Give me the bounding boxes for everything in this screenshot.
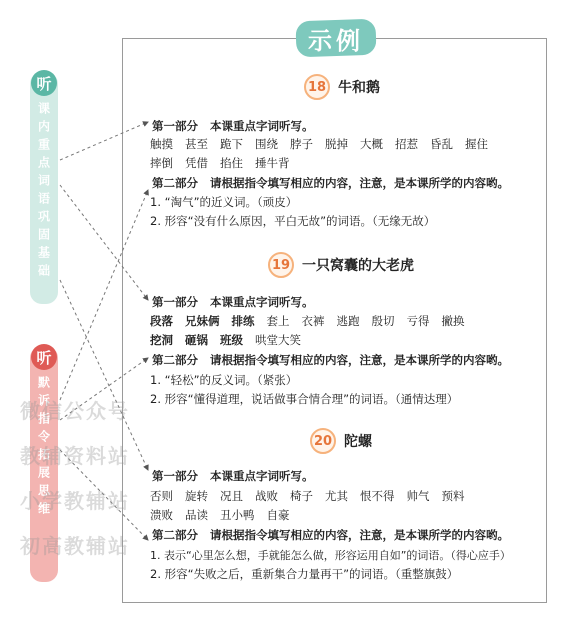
section-19-words-1 — [150, 313, 477, 329]
section-19-number: 19 — [268, 252, 294, 278]
vocab-word: 恨不得 — [360, 489, 395, 503]
banner-title: 示例 — [308, 26, 364, 55]
section-20-title: 陀螺 — [344, 434, 372, 450]
vocab-word: 昏乱 — [430, 137, 453, 151]
vocab-word: 套上 — [266, 314, 290, 328]
part1-desc: 本课重点字词听写。 — [210, 469, 314, 483]
section-19-part2 — [152, 352, 509, 368]
vocab-word: 脱掉 — [325, 137, 348, 151]
vocab-word: 衣裤 — [301, 314, 325, 328]
section-19-heading — [268, 252, 414, 278]
part2-desc: 请根据指令填写相应的内容，注意，是本课所学的内容哟。 — [210, 528, 509, 542]
pill-vocab-text: 课内重点词语巩固基础 — [36, 102, 51, 282]
vocab-word: 自豪 — [266, 508, 290, 522]
part2-label: 第二部分 — [152, 528, 198, 542]
part1-desc: 本课重点字词听写。 — [210, 119, 314, 133]
vocab-word: 殷切 — [371, 314, 395, 328]
section-18-words-2 — [150, 155, 302, 171]
section-19-title: 一只窝囊的大老虎 — [302, 258, 414, 274]
section-18-part2 — [152, 175, 509, 191]
vocab-word: 椅子 — [290, 489, 313, 503]
watermark-2: 教辅资料站 — [20, 444, 130, 468]
part1-label: 第一部分 — [152, 119, 198, 133]
section-18-number: 18 — [304, 74, 330, 100]
vocab-word: 否则 — [150, 489, 173, 503]
section-20-q1: 1. 表示“心里怎么想，手就能怎么做，形容运用自如”的词语。（得心应手） — [150, 549, 511, 562]
vocab-word: 摔倒 — [150, 156, 173, 170]
section-20-words-2 — [150, 507, 302, 523]
vocab-word: 握住 — [465, 137, 488, 151]
watermark-1: 微信公众号 — [20, 399, 130, 423]
vocab-word: 溃败 — [150, 508, 173, 522]
section-19-q1: 1. “轻松”的反义词。（紧张） — [150, 373, 298, 387]
vocab-word: 战败 — [255, 489, 278, 503]
pill-instruction-text: 默诉指令拓展思维 — [36, 376, 51, 520]
vocab-word: 凭借 — [185, 156, 208, 170]
vocab-word: 大概 — [360, 137, 383, 151]
vocab-word: 砸锅 — [185, 333, 208, 347]
section-18-title: 牛和鹅 — [338, 80, 380, 96]
vocab-word: 掐住 — [220, 156, 243, 170]
watermark-4: 初高教辅站 — [20, 534, 130, 558]
section-20-number: 20 — [310, 428, 336, 454]
vocab-word: 跪下 — [220, 137, 243, 151]
vocab-word: 哄堂大笑 — [255, 333, 301, 347]
vocab-word: 脖子 — [290, 137, 313, 151]
watermark-3: 小学教辅站 — [20, 489, 130, 513]
section-20-heading — [310, 428, 372, 454]
pill-vocab-badge: 听 — [31, 70, 57, 96]
vocab-word: 逃跑 — [336, 314, 360, 328]
vocab-word: 预料 — [441, 489, 465, 503]
vocab-word: 丑小鸭 — [220, 508, 255, 522]
vocab-word: 排练 — [231, 314, 255, 328]
vocab-word: 帅气 — [406, 489, 430, 503]
vocab-word: 挖洞 — [150, 333, 173, 347]
section-19-q2: 2. 形容“懂得道理，说话做事合情合理”的词语。（通情达理） — [150, 392, 459, 406]
section-18-part1 — [152, 118, 314, 134]
pill-vocab — [30, 72, 58, 304]
section-18-words-1 — [150, 136, 500, 152]
vocab-word: 亏得 — [406, 314, 430, 328]
vocab-word: 招惹 — [395, 137, 418, 151]
part2-label: 第二部分 — [152, 176, 198, 190]
vocab-word: 段落 — [150, 314, 173, 328]
vocab-word: 撇换 — [441, 314, 465, 328]
vocab-word: 围绕 — [255, 137, 278, 151]
section-19-words-2 — [150, 332, 313, 348]
part2-desc: 请根据指令填写相应的内容，注意，是本课所学的内容哟。 — [210, 176, 509, 190]
section-20-words-1 — [150, 488, 477, 504]
vocab-word: 品读 — [185, 508, 208, 522]
vocab-word: 触摸 — [150, 137, 173, 151]
part2-label: 第二部分 — [152, 353, 198, 367]
section-18-q1: 1. “淘气”的近义词。（顽皮） — [150, 195, 298, 209]
part1-desc: 本课重点字词听写。 — [210, 295, 314, 309]
vocab-word: 捶牛背 — [255, 156, 290, 170]
part1-label: 第一部分 — [152, 469, 198, 483]
part2-desc: 请根据指令填写相应的内容，注意，是本课所学的内容哟。 — [210, 353, 509, 367]
section-19-part1 — [152, 294, 314, 310]
section-18-q2: 2. 形容“没有什么原因，平白无故”的词语。（无缘无故） — [150, 214, 436, 228]
vocab-word: 尤其 — [325, 489, 348, 503]
vocab-word: 甚至 — [185, 137, 208, 151]
vocab-word: 旋转 — [185, 489, 208, 503]
section-18-heading — [304, 74, 380, 100]
vocab-word: 班级 — [220, 333, 243, 347]
banner — [296, 20, 376, 56]
vocab-word: 况且 — [220, 489, 243, 503]
section-20-q2: 2. 形容“失败之后，重新集合力量再干”的词语。（重整旗鼓） — [150, 567, 459, 581]
vocab-word: 兄妹俩 — [185, 314, 220, 328]
part1-label: 第一部分 — [152, 295, 198, 309]
section-20-part2 — [152, 527, 509, 543]
section-20-part1 — [152, 468, 314, 484]
pill-instruction-badge: 听 — [31, 344, 57, 370]
